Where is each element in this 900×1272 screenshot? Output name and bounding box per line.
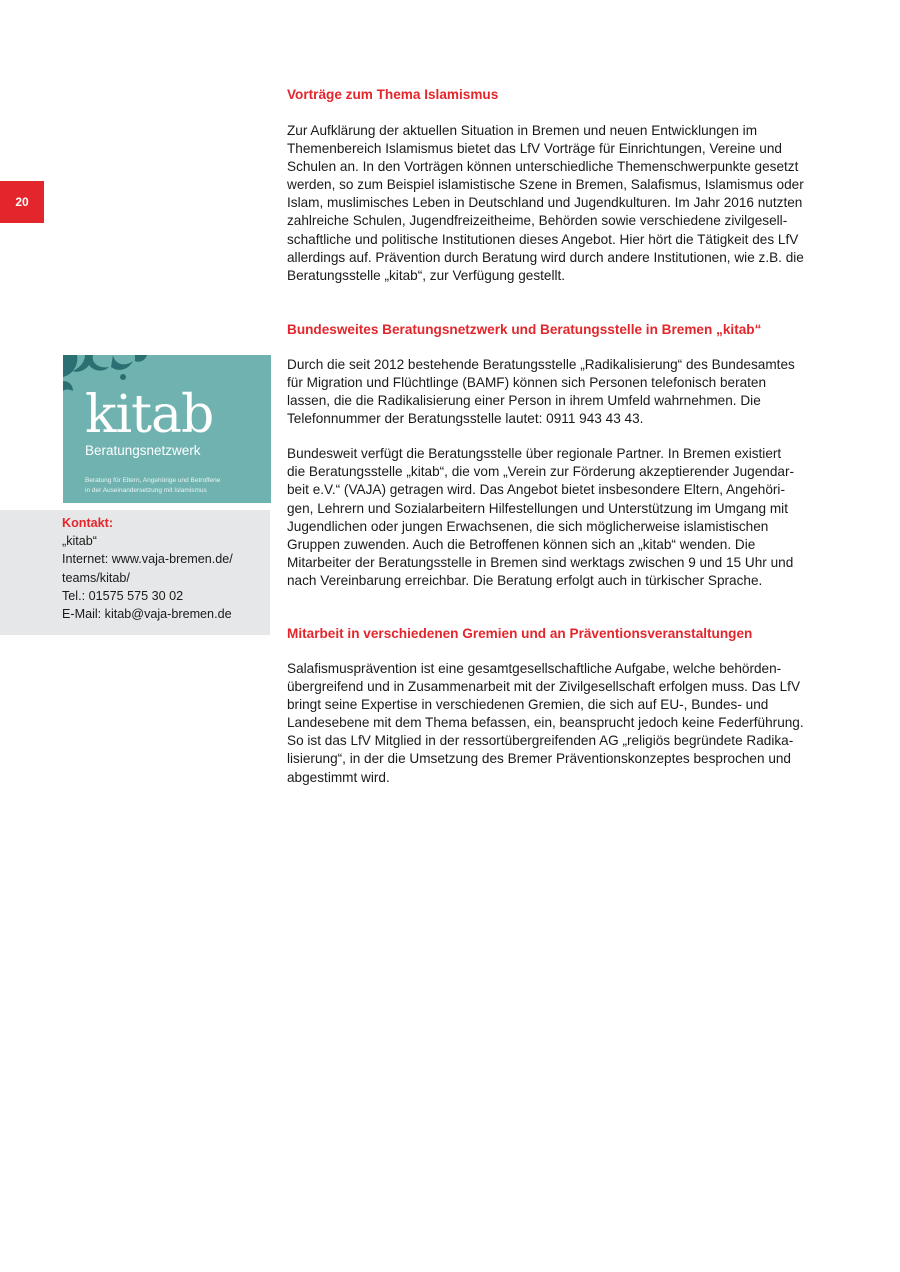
contact-name: „kitab“ xyxy=(62,534,97,549)
section-paragraph: Salafismusprävention ist eine gesamtgesellschaftliche Aufgabe, welche behörden- übergreifend und in Zusammenarbeit mit der Zivilgesellschaft erfolgen muss. Das LfV bringt seine Expertise in verschiedenen Gremien, die sich auf EU-, Bundes- und Landesebene mit dem Thema befassen, ein, beansprucht jedoch keine Federführung. So ist das LfV Mitglied in der ressortübergreifenden AG „religiös begründete Radika- lisierung“, in der die Umsetzung des Bremer Präventionskonzeptes besprochen und abgestimmt wird. xyxy=(287,660,804,785)
section-counseling-network xyxy=(287,321,839,590)
contact-phone: Tel.: 01575 575 30 02 xyxy=(62,588,184,603)
section-heading: Vorträge zum Thema Islamismus xyxy=(287,87,499,102)
contact-email[interactable]: E-Mail: kitab@vaja-bremen.de xyxy=(62,607,232,622)
contact-box xyxy=(0,510,270,635)
main-content xyxy=(287,86,839,787)
section-committees xyxy=(287,625,839,787)
section-lectures xyxy=(287,86,839,285)
section-paragraph: Bundesweit verfügt die Beratungsstelle über regionale Partner. In Bremen existiert die Beratungsstelle „kitab“, die vom „Verein zur Förderung akzeptierender Jugendar- beit e.V.“ (VAJA) getragen wird. Das Angebot bietet insbesondere Eltern, Angehöri- gen, Lehrern und Sozialarbeitern Hilfestellungen und Unterstützung im Umgang mit Jugendlichen oder jungen Erwachsenen, die sich möglicherweise islamistischen Gruppen zuwenden. Auch die Betroffenen können sich an „kitab“ wenden. Die Mitarbeiter der Beratungsstelle in Bremen sind werktags zwischen 9 und 15 Uhr und nach Vereinbarung erreichbar. Die Beratung erfolgt auch in türkischer Sprache. xyxy=(287,446,795,588)
logo-subtitle: Beratungsnetzwerk xyxy=(85,443,201,458)
contact-internet[interactable]: Internet: www.vaja-bremen.de/ xyxy=(62,552,233,567)
section-heading: Mitarbeit in verschiedenen Gremien und an Präventionsveranstaltungen xyxy=(287,625,753,641)
contact-details xyxy=(62,514,233,623)
logo-tagline xyxy=(85,476,269,495)
section-paragraph: Durch die seit 2012 bestehende Beratungsstelle „Radikalisierung“ des Bundesamtes für Migration und Flüchtlinge (BAMF) können sich Personen telefonisch beraten lassen, die die Radikalisierung einer Person in ihrem Umfeld wahrnehmen. Die Telefonnummer der Beratungsstelle lautet: 0911 943 43 43. xyxy=(287,356,795,427)
logo-wordmark: kitab xyxy=(85,385,214,445)
section-paragraph: Zur Aufklärung der aktuellen Situation in Bremen und neuen Entwicklungen im Themenbereich Islamismus bietet das LfV Vorträge für Einrichtungen, Vereine und Schulen an. In den Vorträgen können unterschiedliche Themenschwerpunkte gesetzt werden, so zum Beispiel islamistische Szene in Bremen, Salafismus, Islamismus oder Islam, muslimisches Leben in Deutschland und Jugendkulturen. Im Jahr 2016 nutzten zahlreiche Schulen, Jugendfreizeitheime, Behörden sowie verschiedene zivilgesell- schaftliche und politische Institutionen dieses Angebot. Hier hört die Tätigkeit des LfV allerdings auf. Prävention durch Beratung wird durch andere Institutionen, wie z.B. die Beratungsstelle „kitab“, zur Verfügung gestellt. xyxy=(287,123,804,283)
logo-tagline-line: in der Auseinandersetzung mit Islamismus xyxy=(85,486,207,494)
contact-label: Kontakt: xyxy=(62,516,114,530)
section-heading: Bundesweites Beratungsnetzwerk und Beratungsstelle in Bremen „kitab“ xyxy=(287,321,762,337)
page-number: 20 xyxy=(0,181,44,223)
kitab-logo xyxy=(63,355,271,503)
contact-internet-continued[interactable]: teams/kitab/ xyxy=(62,570,130,585)
logo-tagline-line: Beratung für Eltern, Angehörige und Betroffene xyxy=(85,477,221,484)
